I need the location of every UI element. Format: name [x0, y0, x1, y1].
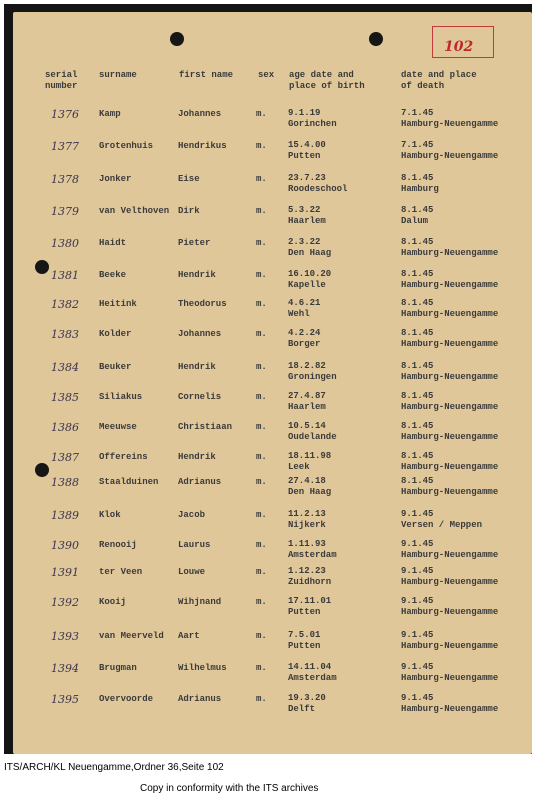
death-place: Hamburg-Neuengamme [401, 704, 499, 714]
surname: Jonker [99, 174, 132, 184]
death-place: Hamburg-Neuengamme [401, 151, 499, 161]
serial-number: 1386 [51, 421, 79, 434]
document-page [13, 12, 532, 754]
serial-number: 1387 [51, 451, 79, 464]
serial-number: 1377 [51, 140, 79, 153]
table-row [13, 627, 532, 657]
first-name: Jacob [178, 510, 206, 520]
first-name: Hendrikus [178, 141, 227, 151]
death-date: 8.1.45 [401, 298, 434, 308]
serial-number: 1376 [51, 108, 79, 121]
first-name: Hendrik [178, 270, 216, 280]
birth-date: 27.4.18 [288, 476, 326, 486]
sex: m. [256, 238, 267, 248]
header-first-name: first name [179, 70, 234, 80]
birth-place: Haarlem [288, 216, 326, 226]
death-date: 8.1.45 [401, 476, 434, 486]
header-birth-1: age date and [289, 70, 354, 80]
table-row [13, 506, 532, 536]
death-place: Dalum [401, 216, 429, 226]
serial-number: 1389 [51, 509, 79, 522]
death-date: 7.1.45 [401, 140, 434, 150]
death-place: Hamburg-Neuengamme [401, 339, 499, 349]
header-death-1: date and place [401, 70, 477, 80]
birth-date: 1.11.93 [288, 539, 326, 549]
sex: m. [256, 206, 267, 216]
birth-place: Den Haag [288, 248, 332, 258]
birth-place: Nijkerk [288, 520, 326, 530]
death-place: Hamburg [401, 184, 439, 194]
surname: Offereins [99, 452, 148, 462]
death-place: Hamburg-Neuengamme [401, 641, 499, 651]
sex: m. [256, 510, 267, 520]
death-place: Versen / Meppen [401, 520, 483, 530]
sex: m. [256, 631, 267, 641]
surname: Renooij [99, 540, 137, 550]
first-name: Wihjnand [178, 597, 222, 607]
serial-number: 1390 [51, 539, 79, 552]
death-place: Hamburg-Neuengamme [401, 577, 499, 587]
death-place: Hamburg-Neuengamme [401, 372, 499, 382]
death-date: 8.1.45 [401, 391, 434, 401]
table-row [13, 593, 532, 623]
punch-hole-top-left [170, 32, 184, 46]
table-row [13, 563, 532, 593]
sex: m. [256, 174, 267, 184]
punch-hole-top-right [369, 32, 383, 46]
first-name: Cornelis [178, 392, 222, 402]
sex: m. [256, 422, 267, 432]
page-number: 102 [444, 39, 474, 55]
death-place: Hamburg-Neuengamme [401, 309, 499, 319]
serial-number: 1381 [51, 269, 79, 282]
header-serial-1: serial [45, 70, 78, 80]
first-name: Hendrik [178, 362, 216, 372]
surname: Meeuwse [99, 422, 137, 432]
header-surname: surname [99, 70, 137, 80]
first-name: Pieter [178, 238, 211, 248]
surname: Brugman [99, 663, 137, 673]
death-date: 8.1.45 [401, 173, 434, 183]
table-row [13, 418, 532, 448]
birth-date: 2.3.22 [288, 237, 321, 247]
serial-number: 1383 [51, 328, 79, 341]
document-frame [4, 4, 532, 754]
serial-number: 1379 [51, 205, 79, 218]
death-date: 8.1.45 [401, 269, 434, 279]
death-date: 7.1.45 [401, 108, 434, 118]
death-place: Hamburg-Neuengamme [401, 248, 499, 258]
surname: Kolder [99, 329, 132, 339]
sex: m. [256, 477, 267, 487]
surname: Klok [99, 510, 121, 520]
death-place: Hamburg-Neuengamme [401, 550, 499, 560]
death-date: 9.1.45 [401, 566, 434, 576]
birth-date: 1.12.23 [288, 566, 326, 576]
birth-date: 11.2.13 [288, 509, 326, 519]
death-date: 8.1.45 [401, 237, 434, 247]
serial-number: 1380 [51, 237, 79, 250]
death-date: 9.1.45 [401, 693, 434, 703]
birth-place: Oudelande [288, 432, 337, 442]
serial-number: 1392 [51, 596, 79, 609]
surname: Staalduinen [99, 477, 159, 487]
first-name: Hendrik [178, 452, 216, 462]
birth-place: Leek [288, 462, 310, 472]
birth-place: Putten [288, 151, 321, 161]
birth-place: Roodeschool [288, 184, 348, 194]
birth-date: 19.3.20 [288, 693, 326, 703]
death-date: 8.1.45 [401, 328, 434, 338]
death-date: 8.1.45 [401, 451, 434, 461]
surname: ter Veen [99, 567, 143, 577]
serial-number: 1378 [51, 173, 79, 186]
death-place: Hamburg-Neuengamme [401, 607, 499, 617]
serial-number: 1384 [51, 361, 79, 374]
header-sex: sex [258, 70, 275, 80]
death-place: Hamburg-Neuengamme [401, 462, 499, 472]
table-row [13, 234, 532, 264]
birth-date: 7.5.01 [288, 630, 321, 640]
birth-place: Wehl [288, 309, 310, 319]
death-date: 9.1.45 [401, 630, 434, 640]
death-date: 9.1.45 [401, 539, 434, 549]
death-date: 9.1.45 [401, 509, 434, 519]
sex: m. [256, 362, 267, 372]
birth-date: 27.4.87 [288, 391, 326, 401]
birth-place: Borger [288, 339, 321, 349]
surname: Kooij [99, 597, 127, 607]
sex: m. [256, 567, 267, 577]
table-row [13, 105, 532, 135]
header-serial-2: number [45, 81, 78, 91]
surname: Siliakus [99, 392, 143, 402]
surname: Kamp [99, 109, 121, 119]
birth-place: Kapelle [288, 280, 326, 290]
death-place: Hamburg-Neuengamme [401, 280, 499, 290]
first-name: Adrianus [178, 694, 222, 704]
surname: Grotenhuis [99, 141, 154, 151]
table-row [13, 266, 532, 296]
birth-place: Amsterdam [288, 673, 337, 683]
serial-number: 1385 [51, 391, 79, 404]
birth-place: Den Haag [288, 487, 332, 497]
table-row [13, 388, 532, 418]
header-death-2: of death [401, 81, 445, 91]
first-name: Eise [178, 174, 200, 184]
table-row [13, 659, 532, 689]
first-name: Johannes [178, 109, 222, 119]
birth-date: 18.11.98 [288, 451, 332, 461]
sex: m. [256, 540, 267, 550]
sex: m. [256, 392, 267, 402]
footer-copy-note: Copy in conformity with the ITS archives [140, 783, 319, 794]
sex: m. [256, 597, 267, 607]
birth-place: Amsterdam [288, 550, 337, 560]
table-row [13, 325, 532, 355]
sex: m. [256, 270, 267, 280]
table-row [13, 202, 532, 232]
death-date: 8.1.45 [401, 205, 434, 215]
death-date: 9.1.45 [401, 662, 434, 672]
table-row [13, 295, 532, 325]
sex: m. [256, 452, 267, 462]
first-name: Theodorus [178, 299, 227, 309]
footer-source: ITS/ARCH/KL Neuengamme,Ordner 36,Seite 102 [4, 762, 224, 773]
sex: m. [256, 109, 267, 119]
birth-date: 4.6.21 [288, 298, 321, 308]
surname: Haidt [99, 238, 127, 248]
death-place: Hamburg-Neuengamme [401, 487, 499, 497]
surname: Overvoorde [99, 694, 154, 704]
birth-date: 18.2.82 [288, 361, 326, 371]
sex: m. [256, 141, 267, 151]
surname: Beuker [99, 362, 132, 372]
birth-place: Putten [288, 641, 321, 651]
birth-place: Gorinchen [288, 119, 337, 129]
death-place: Hamburg-Neuengamme [401, 673, 499, 683]
first-name: Laurus [178, 540, 211, 550]
first-name: Dirk [178, 206, 200, 216]
serial-number: 1394 [51, 662, 79, 675]
first-name: Christiaan [178, 422, 233, 432]
death-place: Hamburg-Neuengamme [401, 402, 499, 412]
surname: van Velthoven [99, 206, 170, 216]
death-date: 8.1.45 [401, 361, 434, 371]
birth-date: 15.4.00 [288, 140, 326, 150]
surname: Heitink [99, 299, 137, 309]
birth-place: Groningen [288, 372, 337, 382]
birth-place: Haarlem [288, 402, 326, 412]
serial-number: 1393 [51, 630, 79, 643]
surname: van Meerveld [99, 631, 164, 641]
first-name: Wilhelmus [178, 663, 227, 673]
birth-place: Putten [288, 607, 321, 617]
birth-date: 16.10.20 [288, 269, 332, 279]
table-row [13, 358, 532, 388]
first-name: Aart [178, 631, 200, 641]
sex: m. [256, 329, 267, 339]
table-row [13, 473, 532, 503]
birth-date: 14.11.04 [288, 662, 332, 672]
sex: m. [256, 663, 267, 673]
table-row [13, 170, 532, 200]
table-row [13, 137, 532, 167]
table-row [13, 536, 532, 566]
birth-date: 10.5.14 [288, 421, 326, 431]
birth-date: 17.11.01 [288, 596, 332, 606]
table-row [13, 690, 532, 720]
death-date: 8.1.45 [401, 421, 434, 431]
birth-date: 9.1.19 [288, 108, 321, 118]
sex: m. [256, 299, 267, 309]
death-place: Hamburg-Neuengamme [401, 119, 499, 129]
birth-date: 4.2.24 [288, 328, 321, 338]
birth-date: 5.3.22 [288, 205, 321, 215]
birth-place: Delft [288, 704, 316, 714]
first-name: Johannes [178, 329, 222, 339]
serial-number: 1391 [51, 566, 79, 579]
surname: Beeke [99, 270, 127, 280]
birth-date: 23.7.23 [288, 173, 326, 183]
sex: m. [256, 694, 267, 704]
serial-number: 1382 [51, 298, 79, 311]
death-date: 9.1.45 [401, 596, 434, 606]
serial-number: 1395 [51, 693, 79, 706]
first-name: Louwe [178, 567, 206, 577]
birth-place: Zuidhorn [288, 577, 332, 587]
death-place: Hamburg-Neuengamme [401, 432, 499, 442]
header-birth-2: place of birth [289, 81, 365, 91]
serial-number: 1388 [51, 476, 79, 489]
first-name: Adrianus [178, 477, 222, 487]
